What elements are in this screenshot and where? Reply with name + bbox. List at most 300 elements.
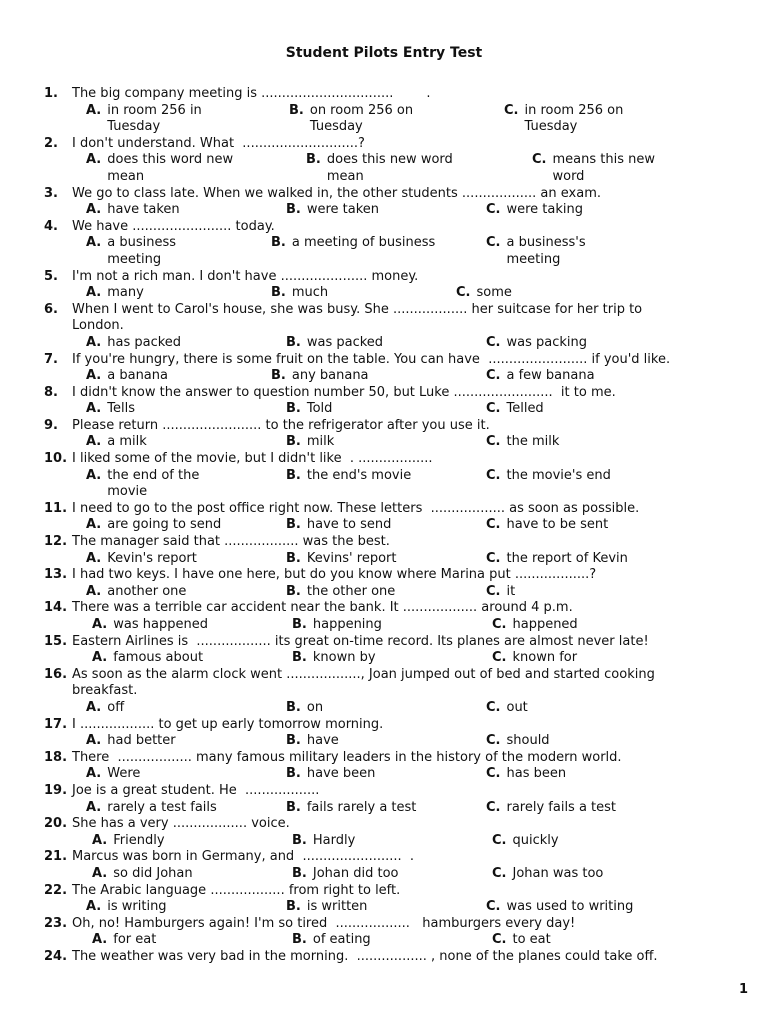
question-text: If you're hungry, there is some fruit on the table. You can have ........................ if you'd like. bbox=[72, 351, 671, 367]
answer-option[interactable] bbox=[486, 800, 616, 817]
question-number: 22. bbox=[44, 882, 68, 898]
question-text: I had two keys. I have one here, but do you know where Marina put ..................? bbox=[72, 567, 597, 583]
question-text: She has a very .................. voice. bbox=[72, 816, 290, 832]
question-item bbox=[44, 418, 734, 451]
answer-options bbox=[44, 285, 734, 302]
option-letter: C. bbox=[486, 401, 501, 417]
option-letter: A. bbox=[86, 799, 102, 815]
answer-option[interactable] bbox=[271, 368, 369, 385]
answer-option[interactable] bbox=[492, 833, 559, 850]
question-text: I'm not a rich man. I don't have ..................... money. bbox=[72, 268, 419, 284]
option-letter: B. bbox=[286, 733, 301, 749]
answer-options bbox=[44, 517, 734, 534]
answer-option[interactable] bbox=[292, 866, 398, 883]
question-text: I need to go to the post office right now. These letters .................. as soon as possible. bbox=[72, 500, 640, 516]
question-text: There was a terrible car accident near the bank. It .................. around 4 p.m. bbox=[72, 600, 573, 616]
answer-option[interactable] bbox=[86, 368, 168, 385]
option-text: the end of the movie bbox=[107, 467, 200, 500]
question-number: 15. bbox=[44, 633, 68, 649]
question-item bbox=[44, 567, 734, 600]
answer-option[interactable] bbox=[86, 401, 135, 418]
question-item bbox=[44, 849, 734, 882]
option-letter: A. bbox=[86, 152, 102, 168]
answer-options bbox=[44, 235, 734, 268]
option-text: rarely a test fails bbox=[107, 799, 217, 815]
option-letter: C. bbox=[486, 583, 501, 599]
option-text: on room 256 on Tuesday bbox=[309, 102, 414, 135]
option-text: is written bbox=[306, 899, 368, 915]
question-text: I liked some of the movie, but I didn't like . .................. bbox=[72, 451, 433, 467]
answer-options bbox=[44, 800, 734, 817]
option-letter: C. bbox=[492, 865, 507, 881]
question-item bbox=[44, 86, 734, 136]
option-text: of eating bbox=[312, 932, 371, 948]
question-item bbox=[44, 302, 734, 352]
question-item bbox=[44, 385, 734, 418]
answer-option[interactable] bbox=[86, 766, 140, 783]
question-text: We go to class late. When we walked in, the other students .................. an exam. bbox=[72, 185, 601, 201]
option-letter: A. bbox=[92, 617, 108, 632]
option-text: was packed bbox=[306, 334, 384, 350]
answer-options bbox=[44, 866, 734, 883]
option-letter: A. bbox=[86, 733, 102, 749]
option-text: have been bbox=[306, 766, 376, 782]
question-item bbox=[44, 219, 734, 269]
option-letter: B. bbox=[289, 102, 304, 118]
option-letter: A. bbox=[86, 517, 102, 533]
answer-option[interactable] bbox=[86, 152, 233, 185]
question-number: 14. bbox=[44, 600, 68, 616]
option-letter: A. bbox=[86, 102, 102, 118]
option-letter: C. bbox=[486, 467, 501, 483]
question-number: 13. bbox=[44, 567, 68, 583]
answer-option[interactable] bbox=[92, 650, 203, 667]
answer-options bbox=[44, 103, 734, 136]
answer-option[interactable] bbox=[486, 368, 595, 385]
answer-option[interactable] bbox=[92, 833, 165, 850]
option-text: fails rarely a test bbox=[306, 799, 417, 815]
option-text: known for bbox=[512, 650, 578, 666]
question-number: 16. bbox=[44, 666, 68, 682]
option-letter: A. bbox=[86, 285, 102, 301]
question-item bbox=[44, 352, 734, 385]
answer-option[interactable] bbox=[486, 335, 587, 352]
question-number: 24. bbox=[44, 948, 68, 964]
answer-option[interactable] bbox=[86, 202, 180, 219]
answer-options bbox=[44, 700, 734, 717]
option-letter: A. bbox=[86, 401, 102, 417]
question-number: 8. bbox=[44, 384, 58, 400]
option-letter: C. bbox=[456, 285, 471, 301]
option-text: was packing bbox=[506, 334, 587, 350]
option-text: so did Johan bbox=[113, 865, 193, 881]
option-text: many bbox=[107, 285, 144, 301]
option-letter: A. bbox=[92, 650, 108, 666]
question-number: 12. bbox=[44, 534, 68, 550]
option-text: the movie's end bbox=[506, 467, 611, 483]
question-number: 7. bbox=[44, 351, 58, 367]
option-text: a banana bbox=[107, 368, 168, 384]
option-text: Told bbox=[306, 401, 333, 417]
option-text: any banana bbox=[291, 368, 369, 384]
option-text: a few banana bbox=[506, 368, 595, 384]
option-letter: A. bbox=[86, 550, 102, 566]
option-letter: A. bbox=[86, 202, 102, 218]
option-text: a business meeting bbox=[107, 235, 177, 267]
question-number: 5. bbox=[44, 268, 58, 284]
answer-option[interactable] bbox=[492, 617, 578, 634]
answer-option[interactable] bbox=[286, 700, 323, 717]
question-item bbox=[44, 186, 734, 219]
answer-option[interactable] bbox=[86, 235, 176, 268]
question-text: When I went to Carol's house, she was busy. She .................. her suitcase for her trip to London. bbox=[72, 301, 643, 334]
question-text: The weather was very bad in the morning. ................. , none of the planes could take off. bbox=[72, 948, 658, 964]
question-text: I .................. to get up early tomorrow morning. bbox=[72, 716, 384, 732]
question-number: 9. bbox=[44, 417, 58, 433]
answer-option[interactable] bbox=[86, 800, 217, 817]
answer-option[interactable] bbox=[86, 700, 124, 717]
option-letter: A. bbox=[86, 899, 102, 915]
answer-option[interactable] bbox=[286, 899, 367, 916]
answer-option[interactable] bbox=[486, 733, 550, 750]
option-text: Kevins' report bbox=[306, 550, 397, 566]
option-letter: A. bbox=[86, 766, 102, 782]
option-text: the milk bbox=[506, 434, 560, 450]
option-letter: C. bbox=[492, 617, 507, 632]
answer-options bbox=[44, 899, 734, 916]
answer-option[interactable] bbox=[306, 152, 453, 185]
question-text: There .................. many famous military leaders in the history of the modern world. bbox=[72, 749, 622, 765]
answer-option[interactable] bbox=[271, 285, 328, 302]
option-text: another one bbox=[107, 583, 187, 599]
answer-option[interactable] bbox=[486, 235, 586, 268]
option-letter: C. bbox=[486, 202, 501, 218]
option-letter: C. bbox=[532, 152, 547, 168]
answer-option[interactable] bbox=[86, 899, 167, 916]
answer-option[interactable] bbox=[86, 285, 144, 302]
option-letter: B. bbox=[286, 202, 301, 218]
question-text: We have ........................ today. bbox=[72, 218, 275, 234]
option-letter: C. bbox=[492, 832, 507, 848]
option-letter: B. bbox=[286, 434, 301, 450]
question-number: 23. bbox=[44, 915, 68, 931]
answer-option[interactable] bbox=[92, 866, 193, 883]
option-letter: C. bbox=[486, 517, 501, 533]
option-letter: B. bbox=[292, 832, 307, 848]
option-text: Were bbox=[107, 766, 141, 782]
question-number: 11. bbox=[44, 500, 68, 516]
option-text: the end's movie bbox=[306, 467, 412, 483]
answer-option[interactable] bbox=[286, 434, 334, 451]
option-text: in room 256 in Tuesday bbox=[107, 102, 202, 135]
answer-option[interactable] bbox=[92, 617, 208, 634]
option-text: famous about bbox=[113, 650, 204, 666]
option-letter: A. bbox=[86, 334, 102, 350]
answer-options bbox=[44, 766, 734, 783]
question-item bbox=[44, 534, 734, 567]
question-item bbox=[44, 136, 734, 186]
answer-options bbox=[44, 335, 734, 352]
answer-option[interactable] bbox=[492, 866, 603, 883]
question-text: As soon as the alarm clock went .................., Joan jumped out of bed and started cooking breakfast. bbox=[72, 666, 655, 699]
question-list bbox=[44, 86, 734, 965]
option-letter: B. bbox=[286, 899, 301, 915]
question-text: The big company meeting is ................................ . bbox=[72, 86, 431, 101]
option-letter: A. bbox=[92, 865, 108, 881]
answer-option[interactable] bbox=[286, 468, 411, 485]
option-letter: B. bbox=[292, 932, 307, 948]
option-text: in room 256 on Tuesday bbox=[524, 102, 624, 135]
answer-option[interactable] bbox=[86, 517, 221, 534]
answer-option[interactable] bbox=[486, 899, 633, 916]
option-text: is writing bbox=[107, 899, 167, 915]
answer-options bbox=[44, 617, 734, 634]
option-letter: B. bbox=[306, 152, 321, 168]
option-text: have bbox=[306, 733, 339, 749]
option-text: a business's meeting bbox=[506, 235, 586, 267]
page-number: 1 bbox=[738, 982, 748, 997]
answer-option[interactable] bbox=[86, 434, 147, 451]
question-text: Please return ........................ to the refrigerator after you use it. bbox=[72, 417, 490, 433]
option-text: rarely fails a test bbox=[506, 799, 617, 815]
answer-options bbox=[44, 368, 734, 385]
answer-option[interactable] bbox=[286, 335, 383, 352]
option-letter: C. bbox=[486, 733, 501, 749]
question-item bbox=[44, 783, 734, 816]
option-letter: A. bbox=[92, 832, 108, 848]
option-text: have to be sent bbox=[506, 517, 609, 533]
answer-option[interactable] bbox=[92, 932, 156, 949]
question-text: I didn't know the answer to question number 50, but Luke ........................ it to me. bbox=[72, 384, 616, 400]
question-number: 18. bbox=[44, 749, 68, 765]
answer-options bbox=[44, 932, 734, 949]
question-item bbox=[44, 600, 734, 633]
answer-option[interactable] bbox=[286, 800, 416, 817]
question-text: The manager said that .................. was the best. bbox=[72, 534, 390, 550]
answer-option[interactable] bbox=[486, 551, 628, 568]
question-item bbox=[44, 750, 734, 783]
question-text: Marcus was born in Germany, and ........................ . bbox=[72, 849, 415, 865]
answer-option[interactable] bbox=[86, 733, 176, 750]
option-text: a milk bbox=[107, 434, 147, 450]
answer-option[interactable] bbox=[456, 285, 512, 302]
option-text: should bbox=[506, 733, 550, 749]
option-letter: A. bbox=[86, 368, 102, 384]
answer-option[interactable] bbox=[286, 517, 391, 534]
option-text: much bbox=[291, 285, 329, 301]
answer-option[interactable] bbox=[86, 103, 202, 136]
answer-options bbox=[44, 833, 734, 850]
answer-option[interactable] bbox=[486, 584, 515, 601]
option-letter: B. bbox=[286, 799, 301, 815]
question-text: Oh, no! Hamburgers again! I'm so tired .................. hamburgers every day! bbox=[72, 915, 576, 931]
question-item bbox=[44, 634, 734, 667]
answer-option[interactable] bbox=[86, 584, 186, 601]
answer-options bbox=[44, 152, 734, 185]
option-letter: C. bbox=[486, 799, 501, 815]
option-letter: C. bbox=[486, 550, 501, 566]
answer-option[interactable] bbox=[86, 551, 197, 568]
option-letter: C. bbox=[486, 699, 501, 715]
answer-options bbox=[44, 401, 734, 418]
answer-option[interactable] bbox=[286, 202, 379, 219]
option-letter: C. bbox=[486, 235, 501, 251]
option-text: was used to writing bbox=[506, 899, 634, 915]
question-text: The Arabic language .................. from right to left. bbox=[72, 882, 401, 898]
option-letter: A. bbox=[92, 932, 108, 948]
option-text: Friendly bbox=[113, 832, 165, 848]
option-text: does this new word mean bbox=[326, 152, 453, 184]
option-letter: B. bbox=[286, 583, 301, 599]
answer-option[interactable] bbox=[486, 468, 611, 485]
question-item bbox=[44, 916, 734, 949]
answer-option[interactable] bbox=[86, 468, 199, 501]
option-letter: B. bbox=[292, 617, 307, 632]
option-letter: C. bbox=[486, 334, 501, 350]
answer-option[interactable] bbox=[504, 103, 623, 136]
option-letter: C. bbox=[486, 368, 501, 384]
question-text: Joe is a great student. He .................. bbox=[72, 782, 320, 798]
option-letter: C. bbox=[486, 766, 501, 782]
answer-option[interactable] bbox=[492, 932, 551, 949]
answer-options bbox=[44, 551, 734, 568]
question-item bbox=[44, 269, 734, 302]
answer-option[interactable] bbox=[286, 766, 375, 783]
option-text: happened bbox=[512, 617, 578, 632]
option-letter: A. bbox=[86, 434, 102, 450]
answer-option[interactable] bbox=[486, 517, 608, 534]
option-letter: B. bbox=[286, 517, 301, 533]
answer-options bbox=[44, 434, 734, 451]
answer-option[interactable] bbox=[486, 202, 583, 219]
option-letter: C. bbox=[492, 932, 507, 948]
option-text: were taking bbox=[506, 202, 583, 218]
option-text: quickly bbox=[512, 832, 559, 848]
option-text: the other one bbox=[306, 583, 396, 599]
answer-option[interactable] bbox=[486, 434, 559, 451]
answer-option[interactable] bbox=[486, 401, 544, 418]
option-text: Hardly bbox=[312, 832, 356, 848]
answer-option[interactable] bbox=[286, 551, 396, 568]
question-item bbox=[44, 451, 734, 501]
option-letter: B. bbox=[286, 467, 301, 483]
option-letter: B. bbox=[271, 368, 286, 384]
question-text: Eastern Airlines is .................. its great on-time record. Its planes are almost never late! bbox=[72, 633, 649, 649]
question-item bbox=[44, 501, 734, 534]
answer-option[interactable] bbox=[486, 766, 566, 783]
option-text: out bbox=[506, 699, 528, 715]
option-text: have taken bbox=[107, 202, 180, 218]
option-text: off bbox=[107, 699, 125, 715]
option-letter: B. bbox=[286, 550, 301, 566]
answer-options bbox=[44, 468, 734, 501]
answer-option[interactable] bbox=[492, 650, 577, 667]
option-text: known by bbox=[312, 650, 376, 666]
option-text: does this word new mean bbox=[107, 152, 234, 184]
option-text: the report of Kevin bbox=[506, 550, 628, 566]
option-letter: B. bbox=[286, 699, 301, 715]
answer-options bbox=[44, 733, 734, 750]
option-text: was happened bbox=[113, 617, 208, 632]
option-text: has packed bbox=[107, 334, 182, 350]
question-item bbox=[44, 816, 734, 849]
answer-option[interactable] bbox=[271, 235, 435, 252]
option-text: some bbox=[476, 285, 512, 301]
answer-option[interactable] bbox=[86, 335, 181, 352]
option-letter: C. bbox=[504, 102, 519, 118]
option-letter: A. bbox=[86, 583, 102, 599]
option-text: a meeting of business bbox=[291, 235, 436, 251]
option-text: had better bbox=[107, 733, 176, 749]
option-letter: B. bbox=[286, 401, 301, 417]
option-letter: A. bbox=[86, 235, 102, 251]
question-number: 1. bbox=[44, 86, 58, 101]
option-text: Kevin's report bbox=[107, 550, 197, 566]
option-letter: C. bbox=[486, 434, 501, 450]
answer-option[interactable] bbox=[289, 103, 413, 136]
option-letter: A. bbox=[86, 467, 102, 483]
option-letter: B. bbox=[286, 334, 301, 350]
option-text: to eat bbox=[512, 932, 551, 948]
question-number: 17. bbox=[44, 716, 68, 732]
option-letter: B. bbox=[286, 766, 301, 782]
page-title: Student Pilots Entry Test bbox=[285, 45, 483, 61]
question-number: 4. bbox=[44, 218, 58, 234]
option-letter: B. bbox=[271, 235, 286, 251]
option-letter: A. bbox=[86, 699, 102, 715]
option-text: Telled bbox=[506, 401, 544, 417]
option-text: Tells bbox=[107, 401, 135, 417]
answer-options bbox=[44, 650, 734, 667]
option-text: on bbox=[306, 699, 324, 715]
answer-option[interactable] bbox=[292, 932, 371, 949]
answer-option[interactable] bbox=[292, 617, 382, 634]
question-number: 20. bbox=[44, 816, 68, 832]
answer-option[interactable] bbox=[486, 700, 528, 717]
question-number: 6. bbox=[44, 301, 58, 317]
answer-option[interactable] bbox=[286, 584, 395, 601]
option-text: happening bbox=[312, 617, 382, 632]
answer-option[interactable] bbox=[532, 152, 655, 185]
option-text: are going to send bbox=[107, 517, 222, 533]
option-text: have to send bbox=[306, 517, 392, 533]
question-item bbox=[44, 667, 734, 717]
answer-option[interactable] bbox=[292, 650, 376, 667]
question-item bbox=[44, 883, 734, 916]
question-number: 10. bbox=[44, 451, 68, 467]
question-number: 19. bbox=[44, 782, 68, 798]
option-letter: C. bbox=[492, 650, 507, 666]
option-letter: B. bbox=[292, 865, 307, 881]
option-text: Johan was too bbox=[512, 865, 604, 881]
question-number: 21. bbox=[44, 849, 68, 865]
question-item bbox=[44, 949, 734, 966]
answer-options bbox=[44, 202, 734, 219]
option-text: milk bbox=[306, 434, 335, 450]
answer-option[interactable] bbox=[286, 401, 332, 418]
option-text: has been bbox=[506, 766, 567, 782]
answer-options bbox=[44, 584, 734, 601]
option-text: it bbox=[506, 583, 516, 599]
question-number: 2. bbox=[44, 135, 58, 151]
option-letter: B. bbox=[271, 285, 286, 301]
option-letter: C. bbox=[486, 899, 501, 915]
answer-option[interactable] bbox=[286, 733, 339, 750]
option-letter: B. bbox=[292, 650, 307, 666]
answer-option[interactable] bbox=[292, 833, 355, 850]
question-text: I don't understand. What ............................? bbox=[72, 135, 365, 151]
option-text: means this new word bbox=[552, 152, 655, 184]
